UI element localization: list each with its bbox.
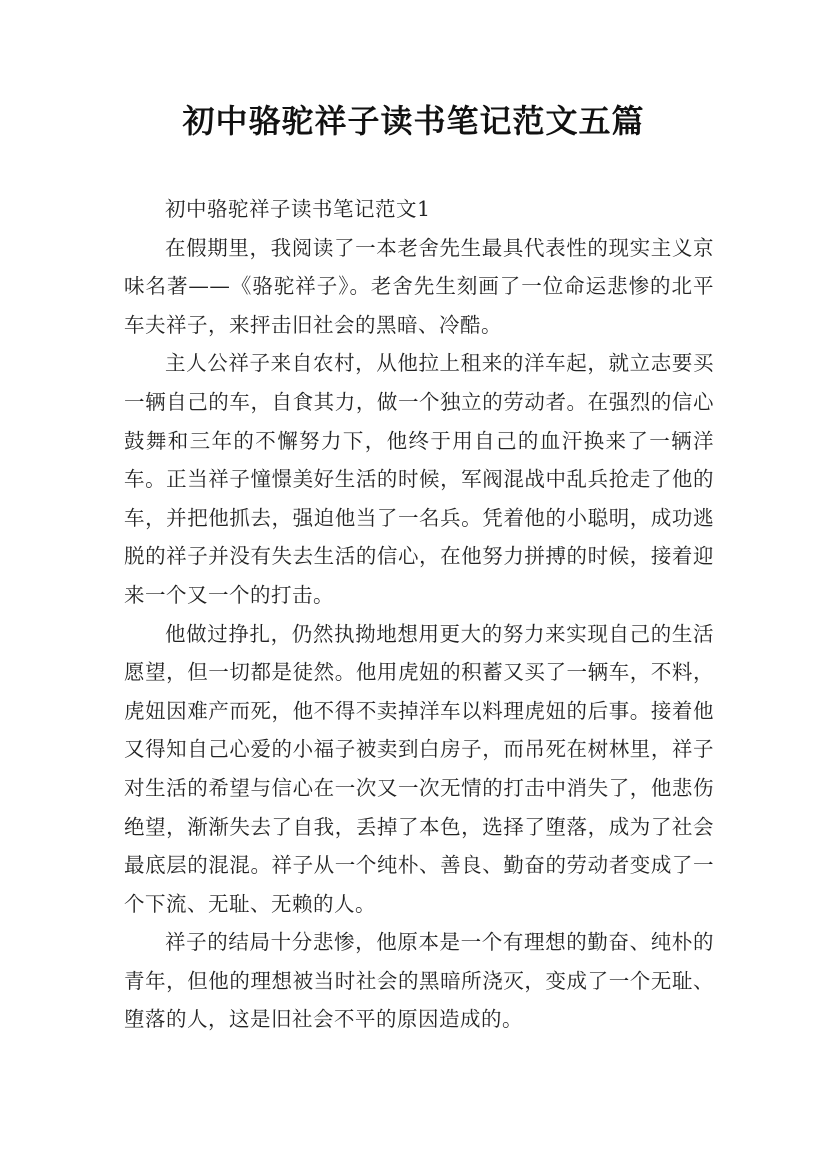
paragraph-struggle: 他做过挣扎，仍然执拗地想用更大的努力来实现自己的生活愿望，但一切都是徒然。他用虎妞的积蓄又买了一辆车，不料，虎妞因难产而死，他不得不卖掉洋车以料理虎妞的后事。接着他又得知自己心爱的小福子被卖到白房子，而吊死在树林里，祥子对生活的希望与信心在一次又一次无情的打击中消失了，他悲伤绝望，渐渐失去了自我，丢掉了本色，选择了堕落，成为了社会最底层的混混。祥子从一个纯朴、善良、勤奋的劳动者变成了一个下流、无耻、无赖的人。: [124, 621, 714, 916]
document-title: 初中骆驼祥子读书笔记范文五篇: [182, 102, 645, 140]
paragraph-intro: 在假期里，我阅读了一本老舍先生最具代表性的现实主义京味名著——《骆驼祥子》。老舍先生刻画了一位命运悲惨的北平车夫祥子，来抨击旧社会的黑暗、冷酷。: [124, 235, 714, 337]
section-heading: 初中骆驼祥子读书笔记范文1: [165, 197, 431, 221]
paragraph-conclusion: 祥子的结局十分悲惨，他原本是一个有理想的勤奋、纯朴的青年，但他的理想被当时社会的黑暗所浇灭，变成了一个无耻、堕落的人，这是旧社会不平的原因造成的。: [124, 930, 714, 1032]
paragraph-protagonist: 主人公祥子来自农村，从他拉上租来的洋车起，就立志要买一辆自己的车，自食其力，做一个独立的劳动者。在强烈的信心鼓舞和三年的不懈努力下，他终于用自己的血汗换来了一辆洋车。正当祥子憧憬美好生活的时候，军阀混战中乱兵抢走了他的车，并把他抓去，强迫他当了一名兵。凭着他的小聪明，成功逃脱的祥子并没有失去生活的信心，在他努力拼搏的时候，接着迎来一个又一个的打击。: [124, 351, 714, 607]
document-body: [124, 190, 714, 1039]
